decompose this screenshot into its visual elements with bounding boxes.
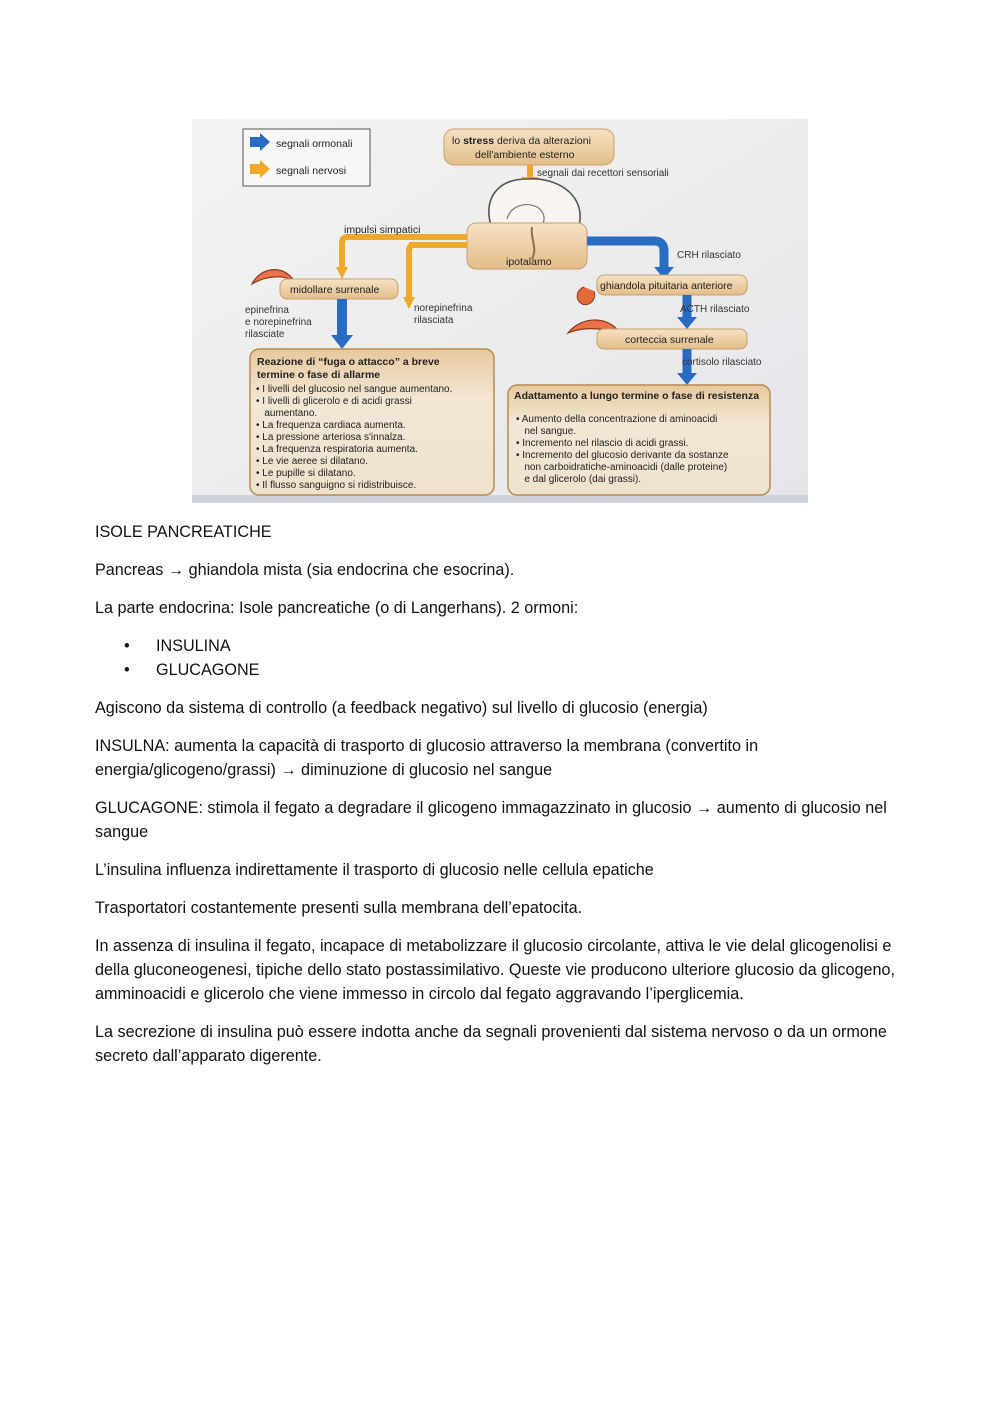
acth-label: ACTH rilasciato: [680, 304, 750, 315]
hypothalamus-label: ipotalamo: [506, 256, 552, 268]
paragraph-insulin: INSULNA: aumenta la capacità di trasporto di glucosio attraverso la membrana (convertito in energia/glicogeno/grassi) → diminuzione di glucosio nel sangue: [95, 737, 759, 779]
stress-box: [444, 129, 614, 165]
list-item: • INSULINA: [156, 634, 910, 658]
pituitary-label: ghiandola pituitaria anteriore: [600, 280, 733, 292]
cortisol-label: cortisolo rilasciato: [682, 357, 762, 368]
paragraph-glucagon: GLUCAGONE: stimola il fegato a degradare il glicogeno immagazzinato in glucosio → aumento di glucosio nel sangue: [95, 799, 887, 841]
paragraph-insulin-liver: L’insulina influenza indirettamente il trasporto di glucosio nelle cellula epatiche: [95, 861, 654, 879]
crh-label: CRH rilasciato: [677, 250, 741, 261]
paragraph-endocrine: La parte endocrina: Isole pancreatiche (o di Langerhans). 2 ormoni:: [95, 599, 579, 617]
arrow-icon: →: [696, 799, 713, 817]
adrenal-medulla-label: midollare surrenale: [290, 284, 380, 296]
paragraph-transporters: Trasportatori costantemente presenti sulla membrana dell’epatocita.: [95, 899, 583, 917]
svg-text:Adattamento a lungo termine o: Adattamento a lungo termine o fase di resistenza: [514, 390, 760, 402]
paragraph-absence-insulin: In assenza di insulina il fegato, incapace di metabolizzare il glucosio circolante, attiva le vie delal glicogenolisi e della gluconeogenesi, tipiche dello stato postassimilativo. Queste vie producono ulteriore glucosio da glicogeno, amminoacidi e glicerolo che viene immesso in circolo dal fegato aggravando l’iperglicemia.: [95, 937, 895, 1003]
svg-text:dell'ambiente esterno: dell'ambiente esterno: [475, 149, 575, 161]
document-body: [95, 520, 910, 1082]
svg-text:• Aumento della concentrazione: • Aumento della concentrazione di aminoacidi nel sangue. • Incremento nel rilascio di acidi grassi. • Incremento del glucosio derivante da sostanze non carboidratiche-aminoacidi (dalle proteine) e dal glicerolo (dai grassi).: [516, 414, 729, 485]
legend-nervous: segnali nervosi: [276, 165, 347, 177]
adrenal-cortex-label: corteccia surrenale: [625, 334, 714, 346]
norepinephrine-label: norepinefrina rilasciata: [414, 303, 473, 326]
sensory-signals-label: segnali dai recettori sensoriali: [537, 168, 669, 179]
paragraph-pancreas: Pancreas → ghiandola mista (sia endocrina che esocrina).: [95, 561, 515, 579]
paragraph-control: Agiscono da sistema di controllo (a feedback negativo) sul livello di glucosio (energia): [95, 699, 708, 717]
paragraph-secretion: La secrezione di insulina può essere indotta anche da segnali provenienti dal sistema nervoso o da un ormone secreto dall’apparato digerente.: [95, 1023, 887, 1065]
arrow-icon: →: [280, 761, 297, 779]
legend: [243, 129, 370, 186]
svg-text:lo stress deriva da alterazion: lo stress deriva da alterazioni: [452, 135, 591, 147]
hormone-list: [95, 634, 910, 682]
epinephrine-label: epinefrina e norepinefrina rilasciate: [245, 305, 312, 340]
sympathetic-impulses-label: impulsi simpatici: [344, 224, 421, 236]
section-heading: ISOLE PANCREATICHE: [95, 523, 272, 541]
list-item: • GLUCAGONE: [156, 658, 910, 682]
arrow-icon: →: [167, 561, 185, 579]
legend-hormonal: segnali ormonali: [276, 138, 353, 150]
stress-response-diagram: [192, 119, 808, 503]
svg-text:• I livelli del glucosio nel s: • I livelli del glucosio nel sangue aumentano. • I livelli di glicerolo e di acidi grassi aumentano. • La frequenza cardiaca aumenta. • La pressione arteriosa s'innalza. • La frequenza respiratoria aumenta. • Le vie aeree si dilatano. • Le pupille si dilatano. • Il flusso sanguigno si ridistribuisce.: [256, 384, 453, 491]
svg-text:Reazione di “fuga o attacco” a: Reazione di “fuga o attacco” a breve termine o fase di allarme: [257, 356, 440, 381]
